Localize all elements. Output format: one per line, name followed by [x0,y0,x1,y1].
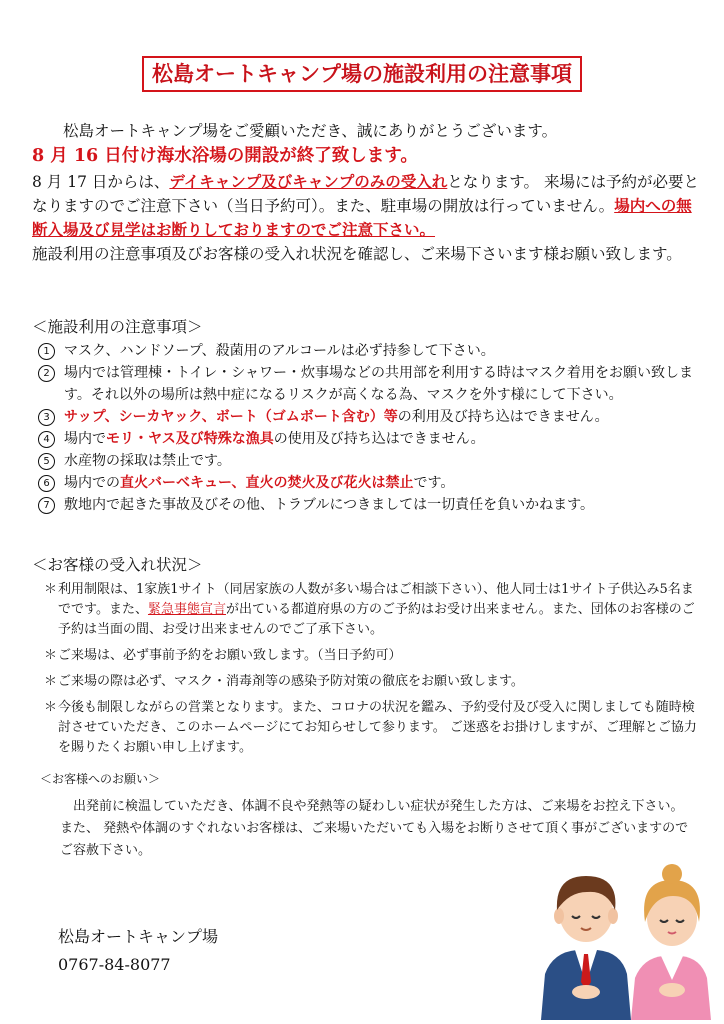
request-heading: ＜お客様へのお願い＞ [40,772,161,786]
note-item [38,406,698,428]
note-text: 場内では管理棟・トイレ・シャワー・炊事場などの共用部を利用する時はマスク着用をお願い致します。それ以外の場所は熱中症になるリスクが高くなる為、マスクを外す様にして下さい。 [64,365,694,403]
staff-man-figure [541,876,631,1020]
intro-text: となります。 来場には予約が必要となりますのでご注意下さい（当日予約可）。また、駐車場の開放は行っていません。 [32,173,699,215]
asterisk-marker: ＊ [44,648,58,663]
acceptance-item [44,698,700,758]
circled-number: 6 [38,475,55,492]
note-item [38,472,698,494]
circled-number: 4 [38,431,55,448]
circled-number: 3 [38,409,55,426]
note-text: マスク、ハンドソープ、殺菌用のアルコールは必ず持参して下さい。 [64,343,495,359]
acceptance-item [44,580,700,640]
announcement: 8 月 16 日付け海水浴場の開設が終了致します。 [32,146,418,166]
acceptance-text: 利用制限は、1家族1サイト（同居家族の人数が多い場合はご相談下さい）、他人同士は1サイト子供込み5名までです。また、緊急事態宣言が出ている都道府県の方のご予約はお受け出来ません。また、団体のお客様のご予約は当面の間、お受け出来ませんのでご了承下さい。 [58,582,695,637]
request-section [60,796,700,862]
asterisk-marker: ＊ [44,674,58,689]
bowing-staff-icon [535,856,715,1020]
organization-info [58,923,218,979]
note-item [38,450,698,472]
acceptance-text: ご来場は、必ず事前予約をお願い致します。（当日予約可） [58,648,402,663]
acceptance-list [44,580,700,764]
note-item [38,494,698,516]
note-item [38,428,698,450]
page-title: 松島オートキャンプ場の施設利用の注意事項 [142,56,582,92]
note-text: 場内でモリ・ヤス及び特殊な漁具の使用及び持ち込はできません。 [64,431,485,447]
acceptance-item [44,646,700,666]
intro-highlight: デイキャンプ及びキャンプのみの受入れ [169,172,448,191]
intro-section [32,119,700,266]
note-text: 敷地内で起きた事故及びその他、トラブルにつきましては一切責任を負いかねます。 [64,497,595,513]
notes-list [38,340,698,516]
note-item [38,340,698,362]
intro-text: 8 月 17 日からは、 [32,173,170,191]
circled-number: 5 [38,453,55,470]
request-text: 出発前に検温していただき、体調不良や発熱等の疑わしい症状が発生した方は、ご来場をお控え下さい。 また、 発熱や体調のすぐれないお客様は、ご来場いただいても入場をお断りさせて頂く事がございますのでご容赦下さい。 [60,799,689,858]
note-text: サップ、シーカヤック、ボート（ゴムボート含む）等の利用及び持ち込はできません。 [64,409,609,425]
intro-warning: 場内への無断入場及び見学はお断りしておりますのでご注意下さい。 [32,196,692,239]
note-text: 水産物の採取は禁止です。 [64,453,231,469]
organization-name: 松島オートキャンプ場 [58,927,219,946]
note-text: 場内での直火バーベキュー、直火の焚火及び花火は禁止です。 [64,475,455,491]
circled-number: 7 [38,497,55,514]
intro-request: 施設利用の注意事項及びお客様の受入れ状況を確認し、ご来場下さいます様お願い致します。 [32,245,682,263]
acceptance-text: 今後も制限しながらの営業となります。また、コロナの状況を鑑み、予約受付及び受入に関しましても随時検討させていただき、このホームページにてお知らせして参ります。 ご迷惑をお掛けしますが、ご理解とご協力を賜りたくお願い申し上げます。 [58,700,697,755]
greeting: 松島オートキャンプ場をご愛顧いただき、誠にありがとうございます。 [63,122,558,140]
asterisk-marker: ＊ [44,582,58,597]
asterisk-marker: ＊ [44,700,58,715]
circled-number: 1 [38,343,55,360]
notes-heading: ＜施設利用の注意事項＞ [32,318,203,336]
note-item [38,362,698,406]
acceptance-heading: ＜お客様の受入れ状況＞ [32,556,203,574]
circled-number: 2 [38,365,55,382]
intro-paragraph [32,170,700,242]
acceptance-item [44,672,700,692]
acceptance-text: ご来場の際は必ず、マスク・消毒剤等の感染予防対策の徹底をお願い致します。 [58,674,524,689]
staff-woman-figure [631,864,711,1020]
title-area [0,56,724,92]
emergency-declaration: 緊急事態宣言 [147,602,226,617]
phone-number: 0767-84-8077 [58,955,171,974]
